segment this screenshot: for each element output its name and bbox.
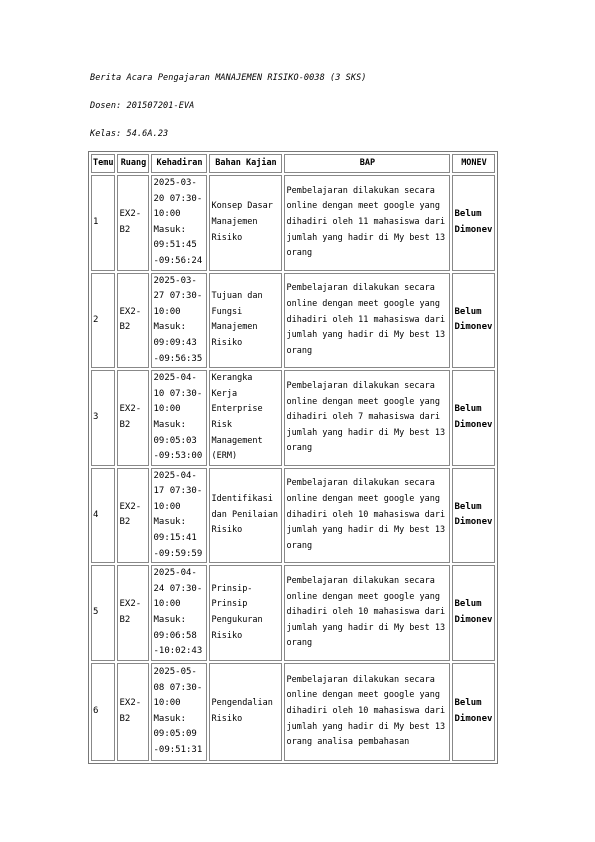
table-row [91, 468, 495, 564]
table-header-row [91, 154, 495, 173]
cell-ruang: EX2-B2 [117, 565, 149, 661]
table-row [91, 663, 495, 761]
table-row [91, 273, 495, 369]
col-header-ruang: Ruang [117, 154, 149, 173]
cell-ruang: EX2-B2 [117, 663, 149, 761]
cell-bahan-kajian: Tujuan dan Fungsi Manajemen Risiko [209, 273, 282, 369]
col-header-kehadiran: Kehadiran [151, 154, 207, 173]
cell-kehadiran: 2025-04-17 07:30-10:00 Masuk: 09:15:41 -09:59:59 [151, 468, 207, 564]
cell-temu: 5 [91, 565, 115, 661]
cell-monev: Belum Dimonev [452, 565, 495, 661]
cell-kehadiran: 2025-03-20 07:30-10:00 Masuk: 09:51:45 -09:56:24 [151, 175, 207, 271]
cell-temu: 4 [91, 468, 115, 564]
cell-ruang: EX2-B2 [117, 273, 149, 369]
cell-temu: 6 [91, 663, 115, 761]
col-header-temu: Temu [91, 154, 115, 173]
cell-monev: Belum Dimonev [452, 273, 495, 369]
cell-bap: Pembelajaran dilakukan secara online dengan meet google yang dihadiri oleh 11 mahasiswa dari jumlah yang hadir di My best 13 orang [284, 273, 450, 369]
cell-kehadiran: 2025-05-08 07:30-10:00 Masuk: 09:05:09 -09:51:31 [151, 663, 207, 761]
dosen-line: Dosen: 201507201-EVA [90, 101, 195, 111]
cell-ruang: EX2-B2 [117, 370, 149, 466]
bap-table [88, 151, 498, 764]
col-header-bahan-kajian: Bahan Kajian [209, 154, 282, 173]
table-row [91, 370, 495, 466]
cell-bap: Pembelajaran dilakukan secara online dengan meet google yang dihadiri oleh 10 mahasiswa dari jumlah yang hadir di My best 13 orang [284, 468, 450, 564]
kelas-line: Kelas: 54.6A.23 [90, 129, 169, 139]
cell-bahan-kajian: Pengendalian Risiko [209, 663, 282, 761]
cell-bap: Pembelajaran dilakukan secara online dengan meet google yang dihadiri oleh 7 mahasiswa dari jumlah yang hadir di My best 13 orang [284, 370, 450, 466]
cell-kehadiran: 2025-04-10 07:30-10:00 Masuk: 09:05:03 -09:53:00 [151, 370, 207, 466]
cell-monev: Belum Dimonev [452, 370, 495, 466]
cell-temu: 3 [91, 370, 115, 466]
cell-kehadiran: 2025-04-24 07:30-10:00 Masuk: 09:06:58 -10:02:43 [151, 565, 207, 661]
cell-bahan-kajian: Konsep Dasar Manajemen Risiko [209, 175, 282, 271]
cell-kehadiran: 2025-03-27 07:30-10:00 Masuk: 09:09:43 -09:56:35 [151, 273, 207, 369]
cell-bahan-kajian: Prinsip-Prinsip Pengukuran Risiko [209, 565, 282, 661]
cell-temu: 2 [91, 273, 115, 369]
cell-ruang: EX2-B2 [117, 175, 149, 271]
cell-bap: Pembelajaran dilakukan secara online dengan meet google yang dihadiri oleh 10 mahasiswa dari jumlah yang hadir di My best 13 orang [284, 565, 450, 661]
cell-bap: Pembelajaran dilakukan secara online dengan meet google yang dihadiri oleh 10 mahasiswa dari jumlah yang hadir di My best 13 orang analisa pembahasan [284, 663, 450, 761]
cell-monev: Belum Dimonev [452, 468, 495, 564]
table-row [91, 565, 495, 661]
cell-bahan-kajian: Kerangka Kerja Enterprise Risk Management (ERM) [209, 370, 282, 466]
cell-bap: Pembelajaran dilakukan secara online dengan meet google yang dihadiri oleh 11 mahasiswa dari jumlah yang hadir di My best 13 orang [284, 175, 450, 271]
cell-temu: 1 [91, 175, 115, 271]
document-title: Berita Acara Pengajaran MANAJEMEN RISIKO-0038 (3 SKS) [90, 73, 367, 83]
cell-monev: Belum Dimonev [452, 175, 495, 271]
cell-ruang: EX2-B2 [117, 468, 149, 564]
cell-monev: Belum Dimonev [452, 663, 495, 761]
table-row [91, 175, 495, 271]
col-header-bap: BAP [284, 154, 450, 173]
cell-bahan-kajian: Identifikasi dan Penilaian Risiko [209, 468, 282, 564]
col-header-monev: MONEV [452, 154, 495, 173]
